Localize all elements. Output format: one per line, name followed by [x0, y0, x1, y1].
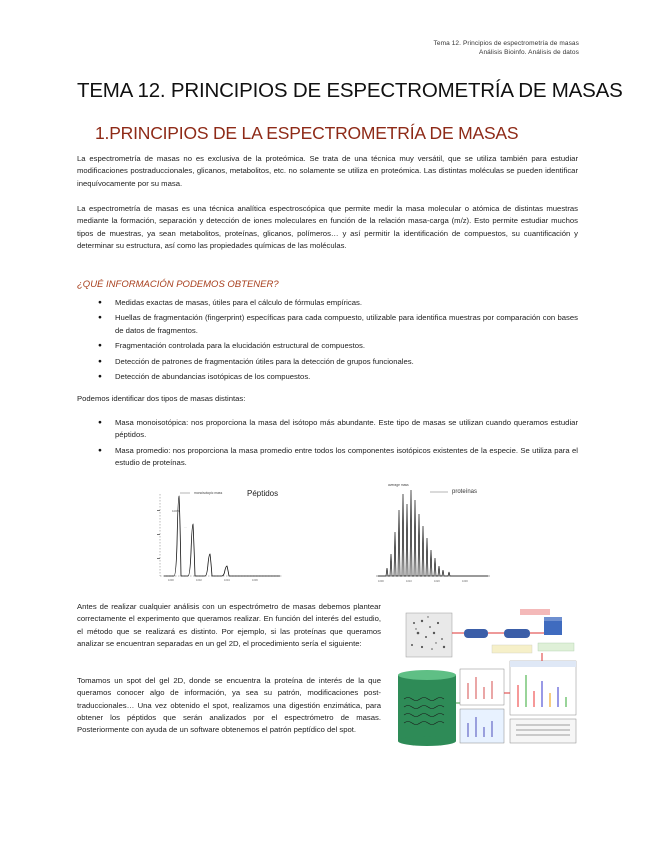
bullet-item: ● Detección de abundancias isotópicas de los compuestos.	[77, 371, 578, 383]
section-title: 1.PRINCIPIOS DE LA ESPECTROMETRÍA DE MASAS	[95, 123, 519, 143]
svg-text:100%: 100%	[172, 509, 180, 513]
proteinas-label: proteínas	[452, 489, 478, 495]
protein-spectrum-figure	[370, 480, 495, 584]
paragraph-1: La espectrometría de masas no es exclusiva de la proteómica. Se trata de una técnica muy versátil, que se utiliza también para estudiar modificaciones postraduccionales, glicanos, metabolitos, etc. no solamente se utiliza en proteómica. Las distintas moléculas se pueden identificar inequívocamente por su masa.	[77, 154, 578, 188]
page-title: TEMA 12. PRINCIPIOS DE ESPECTROMETRÍA DE MASAS	[77, 79, 623, 102]
svg-text:1010: 1010	[406, 580, 412, 583]
peptide-spectrum-figure	[150, 484, 290, 584]
svg-text:1030: 1030	[462, 580, 468, 583]
svg-text:1002: 1002	[196, 579, 202, 582]
paragraph-2: La espectrometría de masas es una técnica analítica espectroscópica que permite medir la masa molecular o atómica de distintas muestras mediante la formación, separación y detección de iones moleculares en función de la relación masa-carga (m/z). Esto permite estudiar muchos tipos de muestras, ya sean metabolitos, proteínas, glicanos, polímeros… y así permitir la identificación de compuestos, su cuantificación y determinar su estructura, así como las propiedades químicas de las moléculas.	[77, 204, 578, 250]
info-bullet-list	[77, 297, 578, 387]
peptidos-label: Péptidos	[247, 489, 279, 498]
svg-text:…: …	[184, 525, 187, 529]
bullet-item: ● Fragmentación controlada para la elucidación estructural de compuestos.	[77, 340, 578, 352]
bullet-item: ● Medidas exactas de masas, útiles para el cálculo de fórmulas empíricas.	[77, 297, 578, 309]
header-line-1: Tema 12. Principios de espectrometría de masas	[433, 40, 579, 47]
paragraph-5: Tomamos un spot del gel 2D, donde se encuentra la proteína de interés de la que queramos conocer algo de información, ya sea su patrón, modificaciones post-traduccionales… Una vez obtenido el spot, realizamos una digestión enzimática, para obtener los péptidos que serán analizados por el espectrómetro de masas. Posteriormente con ayuda de un software obtenemos el patrón peptídico del spot.	[77, 676, 381, 735]
average-mass-label: average mass	[388, 483, 409, 487]
svg-text:1020: 1020	[434, 580, 440, 583]
subheading-info: ¿QUÉ INFORMACIÓN PODEMOS OBTENER?	[77, 279, 279, 290]
proteomics-workflow-diagram	[392, 603, 582, 755]
svg-text:1000: 1000	[168, 579, 174, 582]
paragraph-4: Antes de realizar cualquier análisis con un espectrómetro de masas debemos plantear correctamente el experimento que queramos realizar. En función del interés del estudio, el método que se realizará es distinto. Por ejemplo, si las proteínas que queramos analizar se encuentran separadas en un gel 2D, el procedimiento sería el siguiente:	[77, 602, 381, 648]
mass-bullet-list	[77, 417, 578, 473]
bullet-item: ● Masa promedio: nos proporciona la masa promedio entre todos los componentes isotópicos existentes de la especie. Se utiliza para el estudio de proteínas.	[77, 445, 578, 470]
monoisotopic-mass-label: monoisotopic mass	[194, 491, 223, 495]
bullet-item: ● Huellas de fragmentación (fingerprint) específicas para cada compuesto, utilizable para identifica muestras por comparación con bases de datos de fragmentos.	[77, 312, 578, 337]
bullet-item: ● Masa monoisotópica: nos proporciona la masa del isótopo más abundante. Este tipo de masas se utilizan cuando queramos estudiar péptidos.	[77, 417, 578, 442]
bullet-item: ● Detección de patrones de fragmentación útiles para la detección de grupos funcionales.	[77, 356, 578, 368]
svg-text:1004: 1004	[224, 579, 230, 582]
running-header	[434, 40, 580, 57]
svg-text:1006: 1006	[252, 579, 258, 582]
header-line-2: Análisis Bioinfo. Análisis de datos	[479, 48, 579, 56]
svg-text:1000: 1000	[378, 580, 384, 583]
paragraph-3: Podemos identificar dos tipos de masas distintas:	[77, 394, 246, 403]
